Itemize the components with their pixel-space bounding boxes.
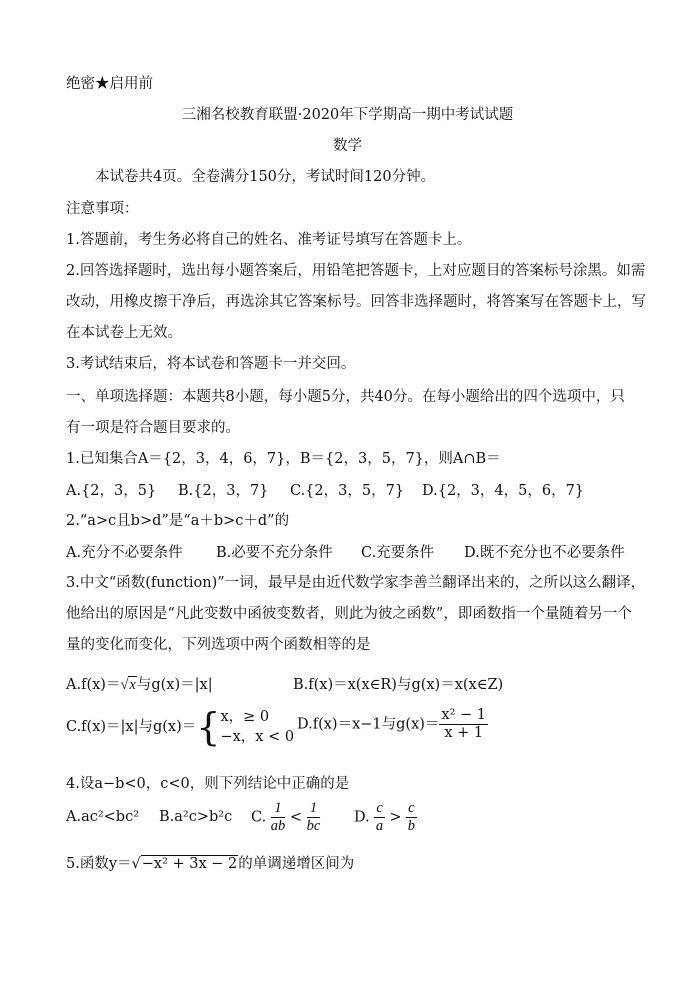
section-1-heading-line-2: 有一项是符合题目要求的。 [66, 420, 240, 436]
note-item-3: 3.考试结束后，将本试卷和答题卡一并交回。 [66, 356, 356, 372]
exam-title: 三湘名校教育联盟·2020年下学期高一期中考试试题 [181, 107, 514, 123]
question-2-option-a: A.充分不必要条件 [66, 545, 183, 561]
fraction: $\frac{\text{x² − 1}}{x + 1}$ [441, 707, 486, 741]
question-3-line-1: 3.中文“函数(function)”一词，最早是由近代数学家李善兰翻译出来的，之所以这么翻译， [66, 575, 646, 591]
question-3-option-a: A.f(x)＝√x与g(x)＝|x| [66, 677, 213, 693]
note-item-1: 1.答题前，考生务必将自己的姓名、准考证号填写在答题卡上。 [66, 232, 472, 248]
question-2-option-c: C.充要条件 [361, 545, 435, 561]
section-1-heading-line-1: 一、单项选择题：本题共8小题，每小题5分，共40分。在每小题给出的四个选项中，只 [66, 389, 625, 405]
note-item-2-line-3: 在本试卷上无效。 [66, 325, 182, 341]
question-1-option-c: C.{2，3，5，7} [290, 483, 405, 499]
question-1-option-b: B.{2，3，7} [178, 483, 269, 499]
fraction: $\frac{1}{ab}$ [270, 800, 286, 834]
exam-intro: 本试卷共4页。全卷满分150分，考试时间120分钟。 [95, 169, 436, 185]
piecewise-brace: { [196, 705, 221, 749]
question-1-option-a: A.{2，3，5} [66, 483, 157, 499]
question-2-option-d: D.既不充分也不必要条件 [464, 545, 625, 561]
question-4-option-d: D. $\frac{c}{a}$ > $\frac{c}{b}$ [354, 800, 415, 834]
confidential-mark: 绝密★启用前 [66, 76, 153, 92]
piecewise-cases: x，≥ 0 −x，x < 0 [220, 709, 295, 745]
question-1-option-d: D.{2，3，4，5，6，7} [422, 483, 585, 499]
question-4-option-a: A.ac²<bc² [66, 809, 140, 825]
question-4-option-c: C. $\frac{1}{ab}$ < $\frac{1}{bc}$ [251, 800, 321, 834]
question-3-option-d: D.f(x)＝x−1与g(x)＝ $\frac{\text{x² − 1}}{x + 1}$ [297, 707, 486, 741]
note-item-2-line-1: 2.回答选择题时，选出每小题答案后，用铅笔把答题卡，上对应题目的答案标号涂黑。如需 [66, 263, 646, 279]
question-5-stem: 5.函数y＝√−x² + 3x − 2的单调递增区间为 [66, 856, 355, 872]
question-2-stem: 2.“a>c且b>d”是“a＋b>c＋d”的 [66, 513, 290, 529]
question-3-line-2: 他给出的原因是“凡此变数中函彼变数者，则此为彼之函数”，即函数指一个量随着另一个 [66, 606, 632, 622]
question-2-option-b: B.必要不充分条件 [216, 545, 333, 561]
question-3-option-b: B.f(x)＝x(x∈R)与g(x)＝x(x∈Z) [293, 677, 504, 693]
question-4-stem: 4.设a−b<0，c<0，则下列结论中正确的是 [66, 776, 350, 792]
note-item-2-line-2: 改动，用橡皮擦干净后，再选涂其它答案标号。回答非选择题时，将答案写在答题卡上，写 [66, 294, 646, 310]
sqrt-expression: √x [120, 677, 136, 693]
sqrt-expression: √−x² + 3x − 2 [131, 856, 238, 872]
question-3-option-c: C.f(x)＝|x|与g(x)＝{ x，≥ 0 −x，x < 0 [66, 705, 295, 749]
question-1-stem: 1.已知集合A＝{2，3，4，6，7}，B＝{2，3，5，7}，则A∩B＝ [66, 451, 501, 467]
question-3-line-3: 量的变化而变化，下列选项中两个函数相等的是 [66, 637, 371, 653]
subject-title: 数学 [333, 138, 362, 154]
notes-heading: 注意事项： [66, 201, 139, 217]
fraction: $\frac{c}{a}$ [375, 800, 384, 834]
question-4-option-b: B.a²c>b²c [159, 809, 233, 825]
fraction: $\frac{1}{bc}$ [306, 800, 321, 834]
fraction: $\frac{c}{b}$ [407, 800, 415, 834]
